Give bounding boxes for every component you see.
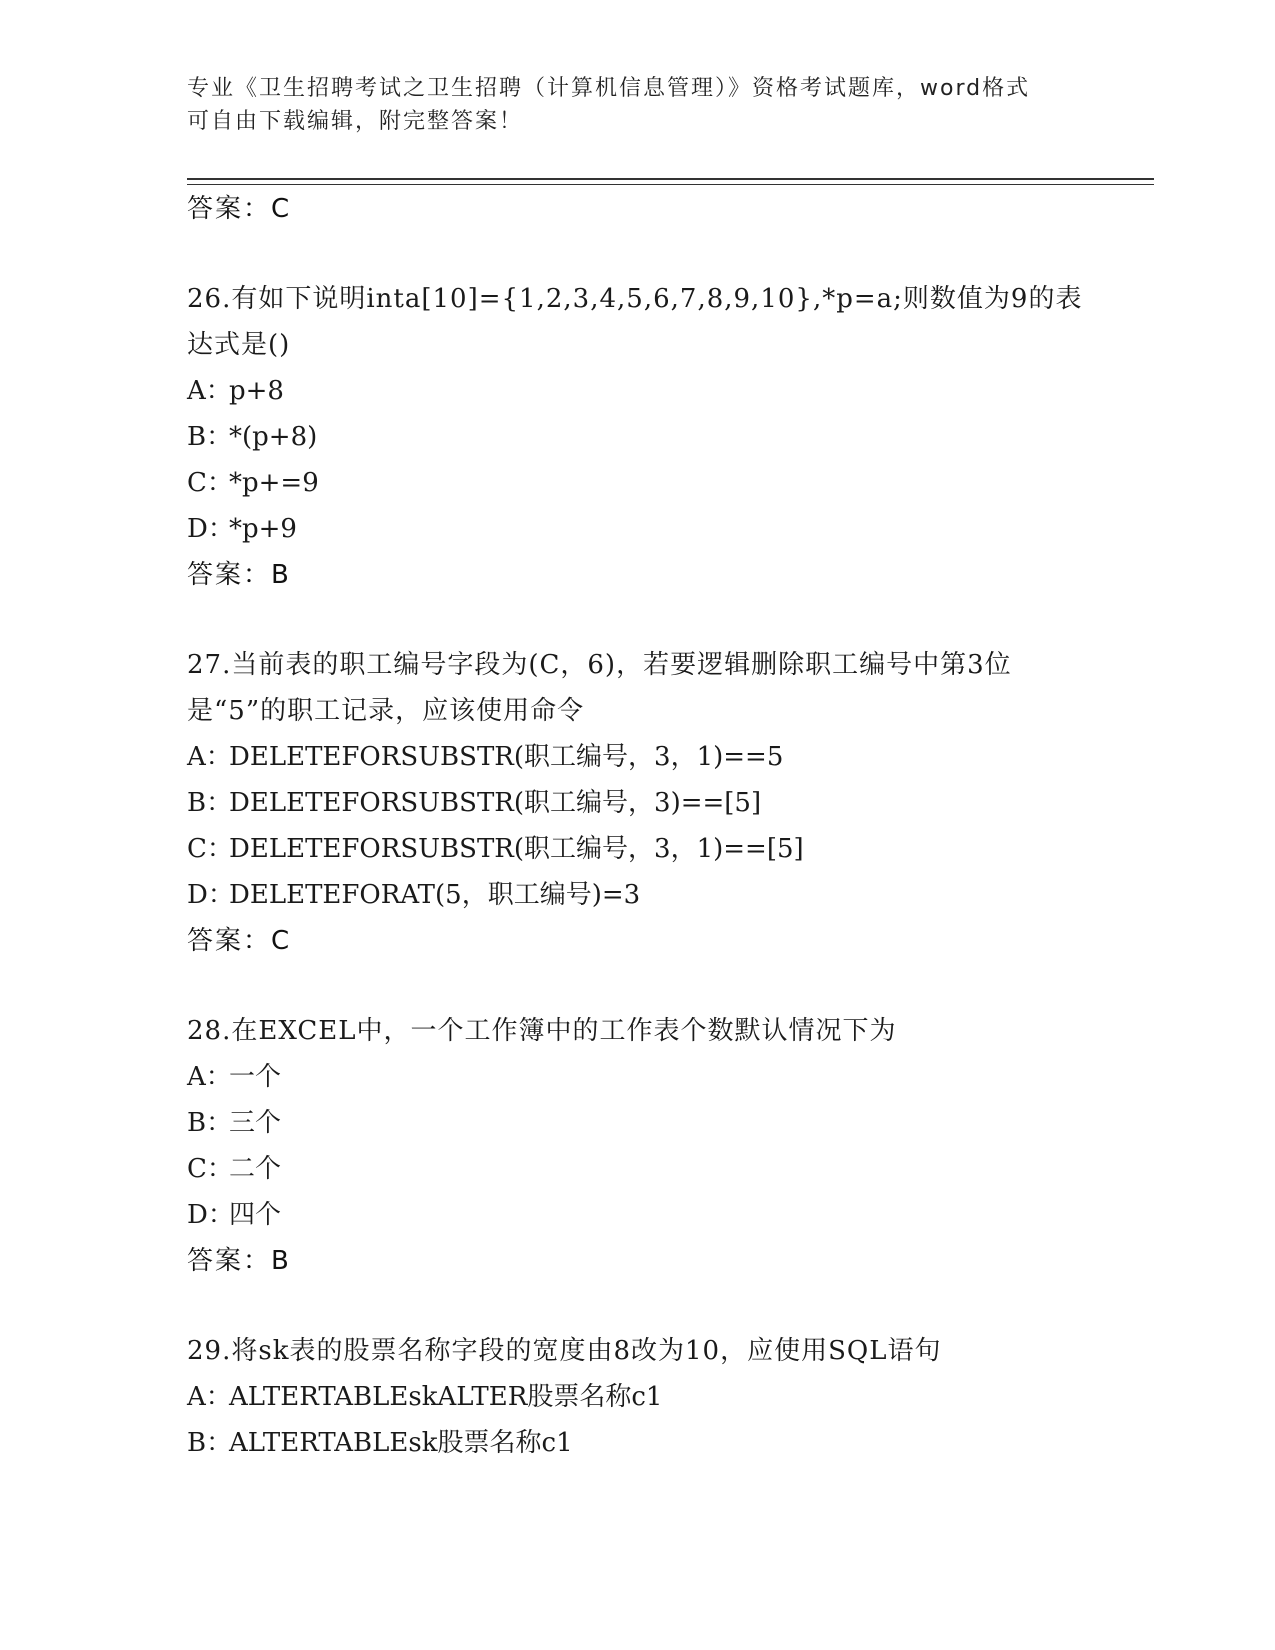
spacer (187, 598, 1087, 642)
question-text: 26.有如下说明inta[10]={1,2,3,4,5,6,7,8,9,10},*p=a;则数值为9的表达式是() (187, 284, 1083, 360)
option-b: B：DELETEFORSUBSTR(职工编号，3)==[5] (187, 788, 762, 818)
option-c: C：*p+=9 (187, 468, 319, 498)
option-b: B：*(p+8) (187, 422, 318, 452)
option-c: C：DELETEFORSUBSTR(职工编号，3，1)==[5] (187, 834, 804, 864)
question-text: 29.将sk表的股票名称字段的宽度由8改为10，应使用SQL语句 (187, 1336, 942, 1366)
option-d: D：DELETEFORAT(5，职工编号)=3 (187, 880, 641, 910)
previous-answer: 答案：C (187, 194, 292, 224)
answer: 答案：C (187, 926, 292, 956)
header-line-1: 专业《卫生招聘考试之卫生招聘（计算机信息管理）》资格考试题库，word格式 (187, 76, 1031, 101)
question-28 (187, 1008, 1087, 1284)
question-text: 27.当前表的职工编号字段为(C，6)，若要逻辑删除职工编号中第3位是“5”的职工记录，应该使用命令 (187, 650, 1012, 726)
header-divider (187, 178, 1154, 180)
header-divider-thin (187, 184, 1154, 185)
question-list (187, 186, 1087, 1466)
option-b: B：ALTERTABLEsk股票名称c1 (187, 1428, 573, 1458)
question-29 (187, 1328, 1087, 1466)
option-c: C：二个 (187, 1154, 282, 1184)
option-a: A：一个 (187, 1062, 282, 1092)
question-26 (187, 276, 1087, 598)
option-a: A：p+8 (187, 376, 284, 406)
spacer (187, 1284, 1087, 1328)
answer: 答案：B (187, 560, 291, 590)
spacer (187, 232, 1087, 276)
option-b: B：三个 (187, 1108, 282, 1138)
question-27 (187, 642, 1087, 964)
option-a: A：DELETEFORSUBSTR(职工编号，3，1)==5 (187, 742, 784, 772)
spacer (187, 964, 1087, 1008)
header-line-2: 可自由下载编辑，附完整答案！ (187, 109, 524, 134)
option-a: A：ALTERTABLEskALTER股票名称c1 (187, 1382, 663, 1412)
option-d: D：四个 (187, 1200, 282, 1230)
document-header (187, 72, 1087, 138)
question-text: 28.在EXCEL中，一个工作簿中的工作表个数默认情况下为 (187, 1016, 897, 1046)
option-d: D：*p+9 (187, 514, 297, 544)
answer: 答案：B (187, 1246, 291, 1276)
